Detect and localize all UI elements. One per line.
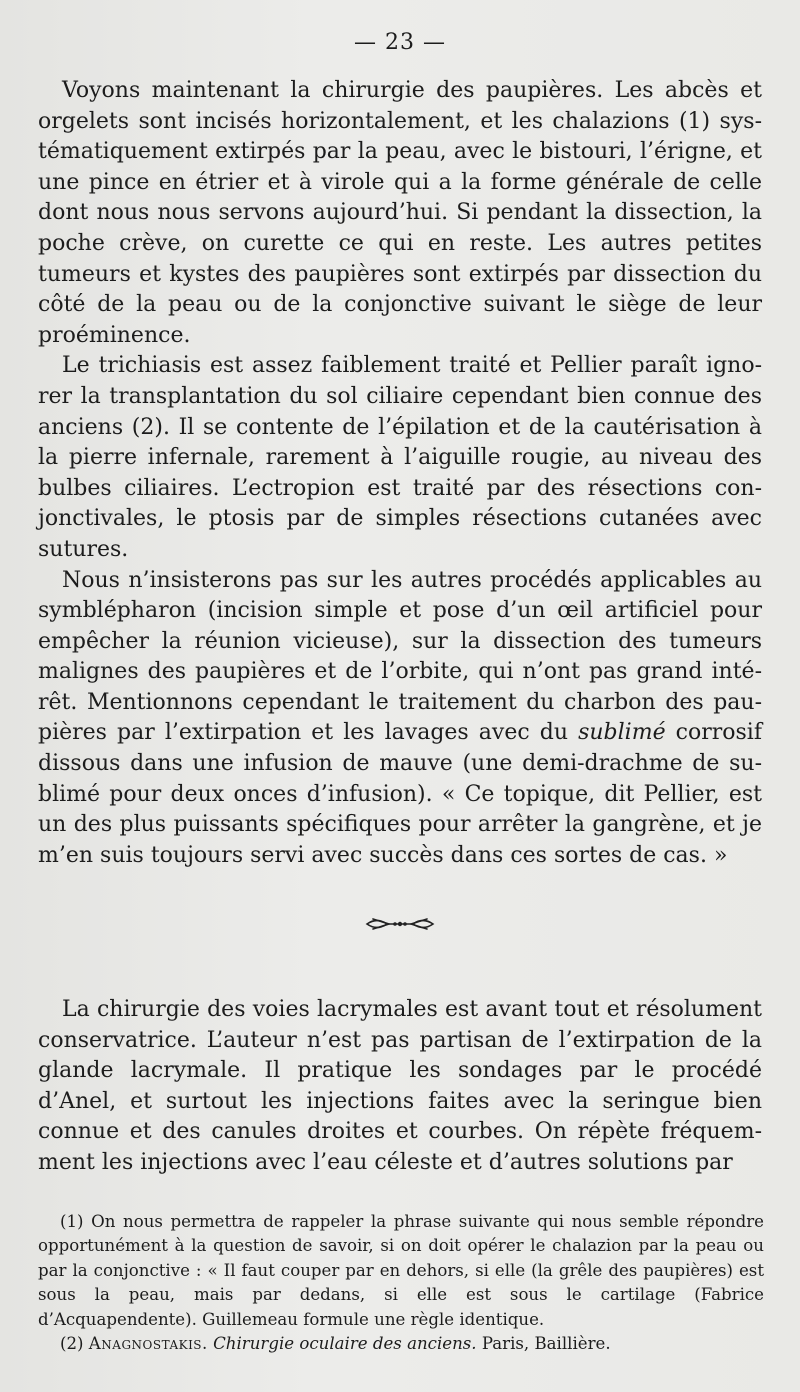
footnote-2-title: Chirurgie oculaire des anciens. bbox=[213, 1334, 477, 1354]
paragraph-eyelid-surgery: Voyons maintenant la chirurgie des paupières. Les abcès et orgelets sont incisés horizontalement, et les chalazions (1) systématiquement extirpés par la peau, avec le bistouri, l’érigne, et une pince en étrier et à virole qui a la forme générale de celle dont nous nous servons aujourd’hui. Si pendant la dissection, la poche crève, on curette ce qui en reste. Les autres petites tumeurs et kystes des paupières sont extirpés par dissection du côté de la peau ou de la conjonctive suivant le siège de leur proéminence. bbox=[38, 78, 762, 348]
paragraph-trichiasis: Le trichiasis est assez faiblement traité et Pellier paraît ignorer la transplantation du sol ciliaire cependant bien connue des anciens (2). Il se contente de l’épilation et de la cautérisation à la pierre infernale, rarement à l’aiguille rougie, au niveau des bulbes ciliaires. L’ectropion est traité par des résections conjonctivales, le ptosis par de simples résections cutanées avec sutures. bbox=[38, 353, 762, 562]
footnotes bbox=[38, 1210, 764, 1356]
footnote-2-author: Anagnostakis. bbox=[88, 1334, 208, 1354]
paragraph-symblepharon-text-a: Nous n’insisterons pas sur les autres procédés applicables au symblépharon (incision simple et pose d’un œil artificiel pour empêcher la réunion vicieuse), sur la dissection des tumeurs malignes des paupières et de l’orbite, qui n’ont pas grand intérêt. Mentionnons cependant le traitement du charbon des paupières par l’extirpation et les lavages avec du bbox=[38, 567, 762, 746]
footnote-1: (1) On nous permettra de rappeler la phrase suivante qui nous semble répondre opportunément à la question de savoir, si on doit opérer le chalazion par la peau ou par la conjonctive : « Il faut couper par en dehors, si elle (la grêle des paupières) est sous la peau, mais par dedans, si elle est sous le cartilage (Fabrice d’Acquapendente). Guillemeau formule une règle identique. bbox=[38, 1212, 764, 1329]
fleuron-ornament-icon bbox=[0, 914, 800, 938]
main-text-section-1 bbox=[38, 76, 762, 871]
paragraph-lacrimal-surgery: La chirurgie des voies lacrymales est avant tout et résolument conservatrice. L’auteur n’est pas partisan de l’extirpation de la glande lacrymale. Il pratique les sondages par le procédé d’Anel, et surtout les injections faites avec la seringue bien connue et des canules droites et courbes. On répète fréquemment les injections avec l’eau céleste et d’autres solutions par bbox=[38, 997, 762, 1175]
page-number: — 23 — bbox=[354, 30, 446, 55]
paragraph-symblepharon bbox=[38, 566, 762, 872]
footnote-2 bbox=[38, 1332, 764, 1356]
italic-term-sublime: sublimé bbox=[578, 720, 666, 746]
footnote-2-publisher: Paris, Baillière. bbox=[476, 1334, 611, 1354]
footnote-2-marker: (2) bbox=[60, 1334, 84, 1354]
paragraph-symblepharon-text-b: corrosif dissous dans une infusion de mauve (une demi-drachme de sublimé pour deux onces d’infusion). « Ce topique, dit Pellier, est un des plus puissants spécifiques pour arrêter la gangrène, et je m’en suis toujours servi avec succès dans ces sortes de cas. » bbox=[38, 720, 762, 868]
fleuron-ornament-svg bbox=[363, 914, 437, 934]
main-text-section-2 bbox=[38, 995, 762, 1179]
